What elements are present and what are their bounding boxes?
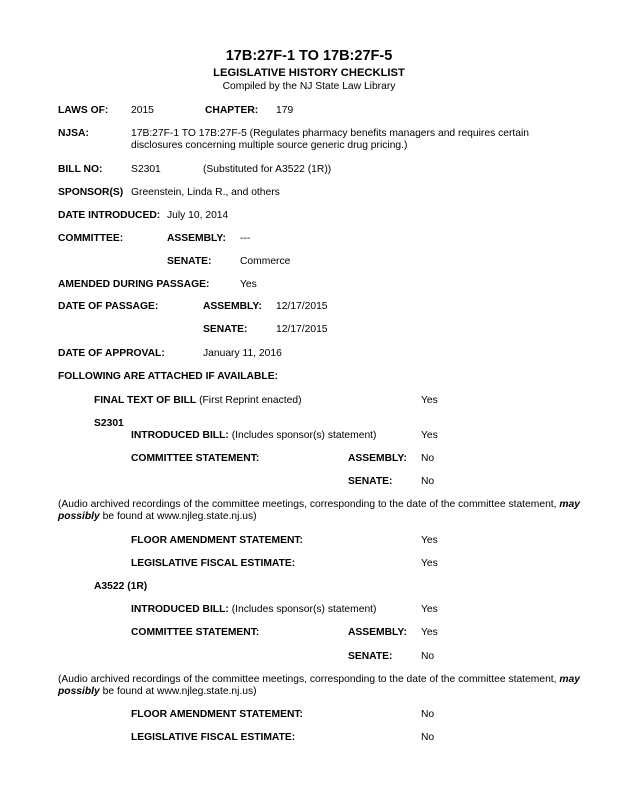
s2301-assembly-label: ASSEMBLY: bbox=[348, 453, 407, 464]
passage-senate-value: 12/17/2015 bbox=[276, 324, 328, 335]
s2301-introduced-value: Yes bbox=[421, 430, 438, 441]
final-text-note: (First Reprint enacted) bbox=[199, 395, 302, 406]
s2301-floor-label: FLOOR AMENDMENT STATEMENT: bbox=[131, 535, 303, 546]
passage-assembly-value: 12/17/2015 bbox=[276, 301, 328, 312]
date-introduced-label: DATE INTRODUCED: bbox=[58, 210, 161, 221]
date-of-approval-label: DATE OF APPROVAL: bbox=[58, 348, 165, 359]
amended-label: AMENDED DURING PASSAGE: bbox=[58, 279, 210, 290]
page-subtitle: LEGISLATIVE HISTORY CHECKLIST bbox=[213, 67, 405, 79]
chapter-label: CHAPTER: bbox=[205, 105, 259, 116]
s2301-senate-value: No bbox=[421, 476, 435, 487]
audio-note-1-after: be found at www.njleg.state.nj.us) bbox=[99, 511, 257, 523]
audio-note-1-emph: may possibly bbox=[58, 499, 580, 523]
final-text-value: Yes bbox=[421, 395, 438, 406]
s2301-committee-label: COMMITTEE STATEMENT: bbox=[131, 453, 260, 464]
a3522-introduced-row bbox=[131, 604, 376, 616]
audio-note-1-before: (Audio archived recordings of the committee meetings, corresponding to the date of the committee statement, bbox=[58, 499, 560, 510]
audio-note-1 bbox=[58, 499, 603, 524]
s2301-senate-label: SENATE: bbox=[348, 476, 393, 487]
date-introduced-value: July 10, 2014 bbox=[167, 210, 229, 221]
bill-no-note: (Substituted for A3522 (1R)) bbox=[203, 164, 332, 175]
final-text-row bbox=[94, 395, 302, 407]
a3522-committee-label: COMMITTEE STATEMENT: bbox=[131, 627, 260, 638]
s2301-introduced-label: INTRODUCED BILL: bbox=[131, 430, 229, 441]
a3522-senate-value: No bbox=[421, 651, 435, 662]
a3522-heading: A3522 (1R) bbox=[94, 581, 148, 592]
bill-no-label: BILL NO: bbox=[58, 164, 103, 175]
audio-note-2-emph: may possibly bbox=[58, 674, 580, 698]
a3522-fiscal-value: No bbox=[421, 732, 435, 743]
sponsors-value: Greenstein, Linda R., and others bbox=[131, 187, 280, 198]
a3522-senate-label: SENATE: bbox=[348, 651, 393, 662]
s2301-fiscal-value: Yes bbox=[421, 558, 438, 569]
compiled-by: Compiled by the NJ State Law Library bbox=[222, 81, 396, 92]
committee-senate-value: Commerce bbox=[240, 256, 291, 267]
date-of-approval-value: January 11, 2016 bbox=[203, 348, 282, 359]
a3522-assembly-value: Yes bbox=[421, 627, 438, 638]
a3522-introduced-label: INTRODUCED BILL: bbox=[131, 604, 229, 615]
committee-label: COMMITTEE: bbox=[58, 233, 124, 244]
bill-no-value: S2301 bbox=[131, 164, 161, 175]
s2301-heading: S2301 bbox=[94, 418, 124, 429]
passage-senate-label: SENATE: bbox=[203, 324, 248, 335]
a3522-introduced-note: (Includes sponsor(s) statement) bbox=[231, 604, 377, 615]
s2301-fiscal-label: LEGISLATIVE FISCAL ESTIMATE: bbox=[131, 558, 296, 569]
s2301-introduced-row bbox=[131, 430, 376, 442]
final-text-label: FINAL TEXT OF BILL bbox=[94, 395, 197, 406]
a3522-floor-value: No bbox=[421, 709, 435, 720]
sponsors-label: SPONSOR(S) bbox=[58, 187, 124, 198]
a3522-floor-label: FLOOR AMENDMENT STATEMENT: bbox=[131, 709, 303, 720]
chapter-value: 179 bbox=[276, 105, 294, 116]
attached-heading: FOLLOWING ARE ATTACHED IF AVAILABLE: bbox=[58, 371, 279, 382]
s2301-floor-value: Yes bbox=[421, 535, 438, 546]
a3522-assembly-label: ASSEMBLY: bbox=[348, 627, 407, 638]
audio-note-2 bbox=[58, 674, 603, 699]
a3522-fiscal-label: LEGISLATIVE FISCAL ESTIMATE: bbox=[131, 732, 296, 743]
s2301-assembly-value: No bbox=[421, 453, 435, 464]
committee-senate-label: SENATE: bbox=[167, 256, 212, 267]
laws-of-label: LAWS OF: bbox=[58, 105, 109, 116]
passage-assembly-label: ASSEMBLY: bbox=[203, 301, 262, 312]
a3522-introduced-value: Yes bbox=[421, 604, 438, 615]
laws-of-value: 2015 bbox=[131, 105, 154, 116]
njsa-label: NJSA: bbox=[58, 128, 89, 139]
njsa-value: 17B:27F-1 TO 17B:27F-5 (Regulates pharmacy benefits managers and requires certain disclosures concerning multiple source generic drug pricing.) bbox=[131, 128, 529, 152]
s2301-introduced-note: (Includes sponsor(s) statement) bbox=[231, 430, 377, 441]
committee-assembly-label: ASSEMBLY: bbox=[167, 233, 226, 244]
amended-value: Yes bbox=[240, 279, 257, 290]
date-of-passage-label: DATE OF PASSAGE: bbox=[58, 301, 159, 312]
page-title: 17B:27F-1 TO 17B:27F-5 bbox=[225, 48, 393, 64]
audio-note-2-after: be found at www.njleg.state.nj.us) bbox=[99, 686, 257, 698]
audio-note-2-before: (Audio archived recordings of the committee meetings, corresponding to the date of the committee statement, bbox=[58, 674, 560, 685]
committee-assembly-value: --- bbox=[240, 233, 251, 244]
